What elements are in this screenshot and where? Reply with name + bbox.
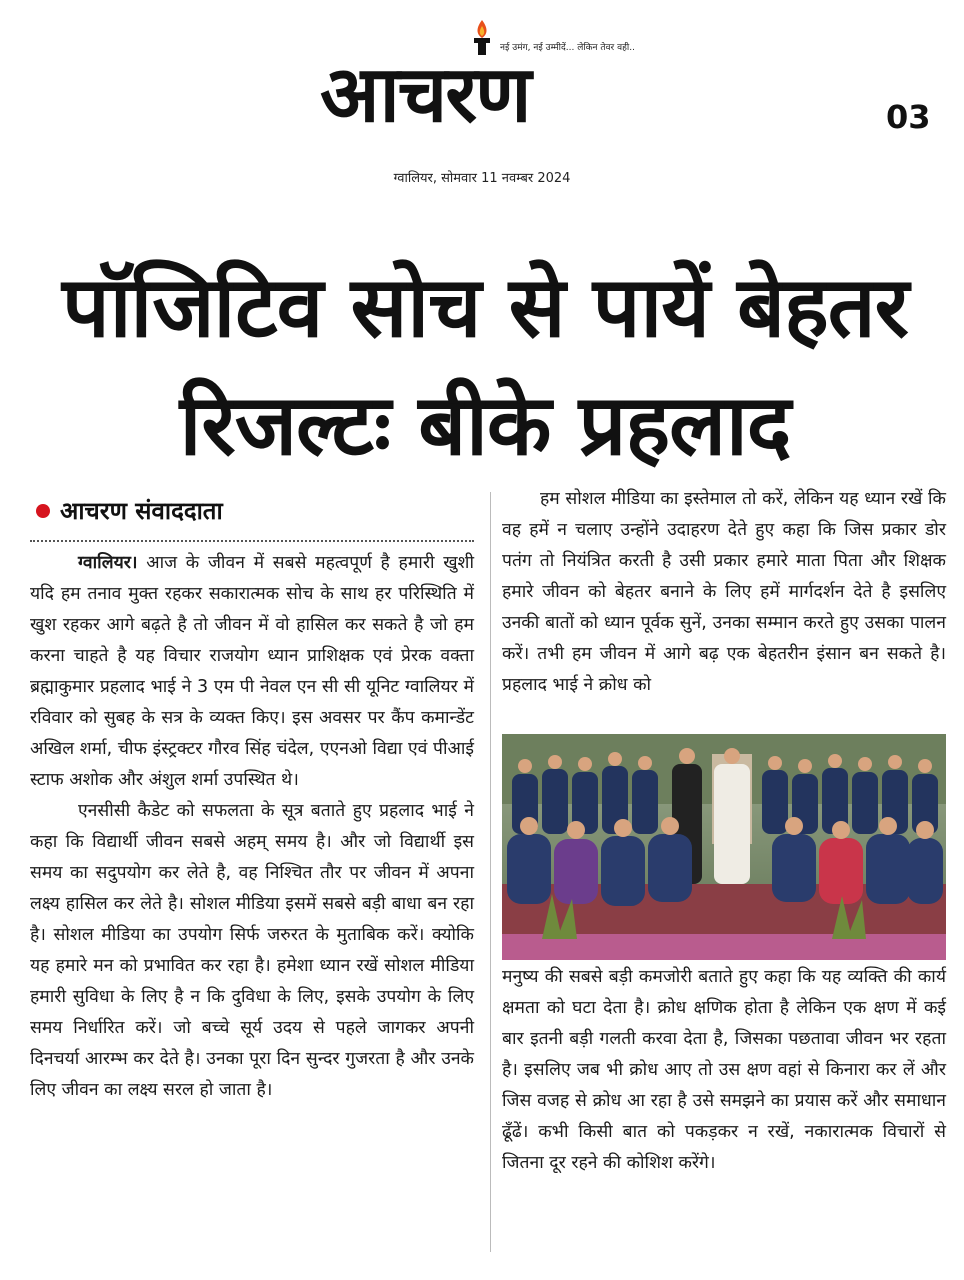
article-column-1 [30, 548, 474, 1106]
masthead-tagline: नई उमंग, नई उम्मीदें... लेकिन तेवर वही.. [500, 43, 635, 53]
newspaper-logo: आचरण [320, 50, 530, 140]
headline-line-2: रिजल्टः बीके प्रहलाद [179, 376, 791, 474]
byline-divider [30, 540, 474, 542]
group-photo-image [502, 734, 946, 960]
bullet-dot-icon [36, 504, 50, 518]
dateline: ग्वालियर, सोमवार 11 नवम्बर 2024 [393, 171, 571, 186]
headline-line-1: पॉजिटिव सोच से पायें बेहतर [62, 258, 908, 356]
group-photo [502, 734, 946, 960]
page-number: 03 [886, 98, 931, 136]
byline [36, 494, 223, 527]
article-column-2-top [502, 484, 946, 701]
paragraph: हम सोशल मीडिया का इस्तेमाल तो करें, लेकिन यह ध्यान रखें कि वह हमें न चलाए उन्होंने उदाहरण देते हुए कहा कि जिस प्रकार डोर पतंग तो नियंत्रित करती है उसी प्रकार हमारे माता पिता और शिक्षक हमारे जीवन को बेहतर बनाने के लिए हमें मार्गदर्शन देते है इसलिए उनकी बातों को ध्यान पूर्वक सुनें, उनका सम्मान करते हुए उसका पालन करें। तभी हम जीवन में आगे बढ़ एक बेहतरीन इंसान बन सकते है। प्रहलाद भाई ने क्रोध को [502, 489, 946, 695]
article-headline [30, 248, 940, 484]
paragraph-text: आज के जीवन में सबसे महत्वपूर्ण है हमारी खुशी यदि हम तनाव मुक्त रहकर सकारात्मक सोच के साथ हर परिस्थिति में खुश रहकर आगे बढ़ते है तो जीवन में वो हासिल कर सकते है जो हम करना चाहते है यह विचार राजयोग ध्यान प्राशिक्षक एवं प्रेरक वक्ता ब्रह्माकुमार प्रहलाद भाई ने 3 एम पी नेवल एन सी सी यूनिट ग्वालियर में रविवार को सुबह के सत्र के व्यक्त किए। इस अवसर पर कैंप कमान्डेंट अखिल शर्मा, चीफ इंस्ट्रक्टर गौरव सिंह चंदेल, एएनओ विद्या एवं पीआई स्टाफ अशोक और अंशुल शर्मा उपस्थित थे। [30, 553, 474, 790]
byline-text: आचरण संवाददाता [60, 497, 223, 525]
paragraph: मनुष्य की सबसे बड़ी कमजोरी बताते हुए कहा कि यह व्यक्ति की कार्य क्षमता को घटा देता है। क्रोध क्षणिक होता है लेकिन एक क्षण में कई बार इतनी बड़ी गलती करवा देता है, जिसका पछतावा जीवन भर रहता है। इसलिए जब भी क्रोध आए तो उस क्षण वहां से किनारा कर लें और जिस वजह से क्रोध आ रहा है उसे समझने का प्रयास करें और समाधान ढूँढें। कभी किसी बात को पकड़कर न रखें, नकारात्मक विचारों से जितना दूर रहने की कोशिश करेंगे। [502, 967, 946, 1173]
masthead [320, 18, 640, 138]
paragraph [30, 548, 474, 796]
article-column-2-bottom [502, 962, 946, 1179]
place-lead: ग्वालियर। [78, 553, 138, 573]
paragraph: एनसीसी कैडेट को सफलता के सूत्र बताते हुए प्रहलाद भाई ने कहा कि विद्यार्थी जीवन सबसे अहम् समय है। और जो विद्यार्थी इस समय का सदुपयोग कर लेते है, वह निश्चित तौर पर जीवन में अपना लक्ष्य हासिल कर लेते है। सोशल मीडिया इसमें सबसे बड़ी बाधा बन रहा है। सोशल मीडिया का उपयोग सिर्फ जरुरत के मुताबिक करें। क्योकि यह हमारे मन को प्रभावित कर रहा है। हमेशा ध्यान रखें सोशल मीडिया हमारी सुविधा के लिए है न कि दुविधा के लिए, इसके उपयोग के लिए समय निर्धारित करें। जो बच्चे सूर्य उदय से पहले जागकर अपनी दिनचर्या आरम्भ कर देते है। उनका पूरा दिन सुन्दर गुजरता है और उनके लिए जीवन का लक्ष्य सरल हो जाता है। [30, 801, 474, 1100]
column-rule [490, 492, 491, 1252]
